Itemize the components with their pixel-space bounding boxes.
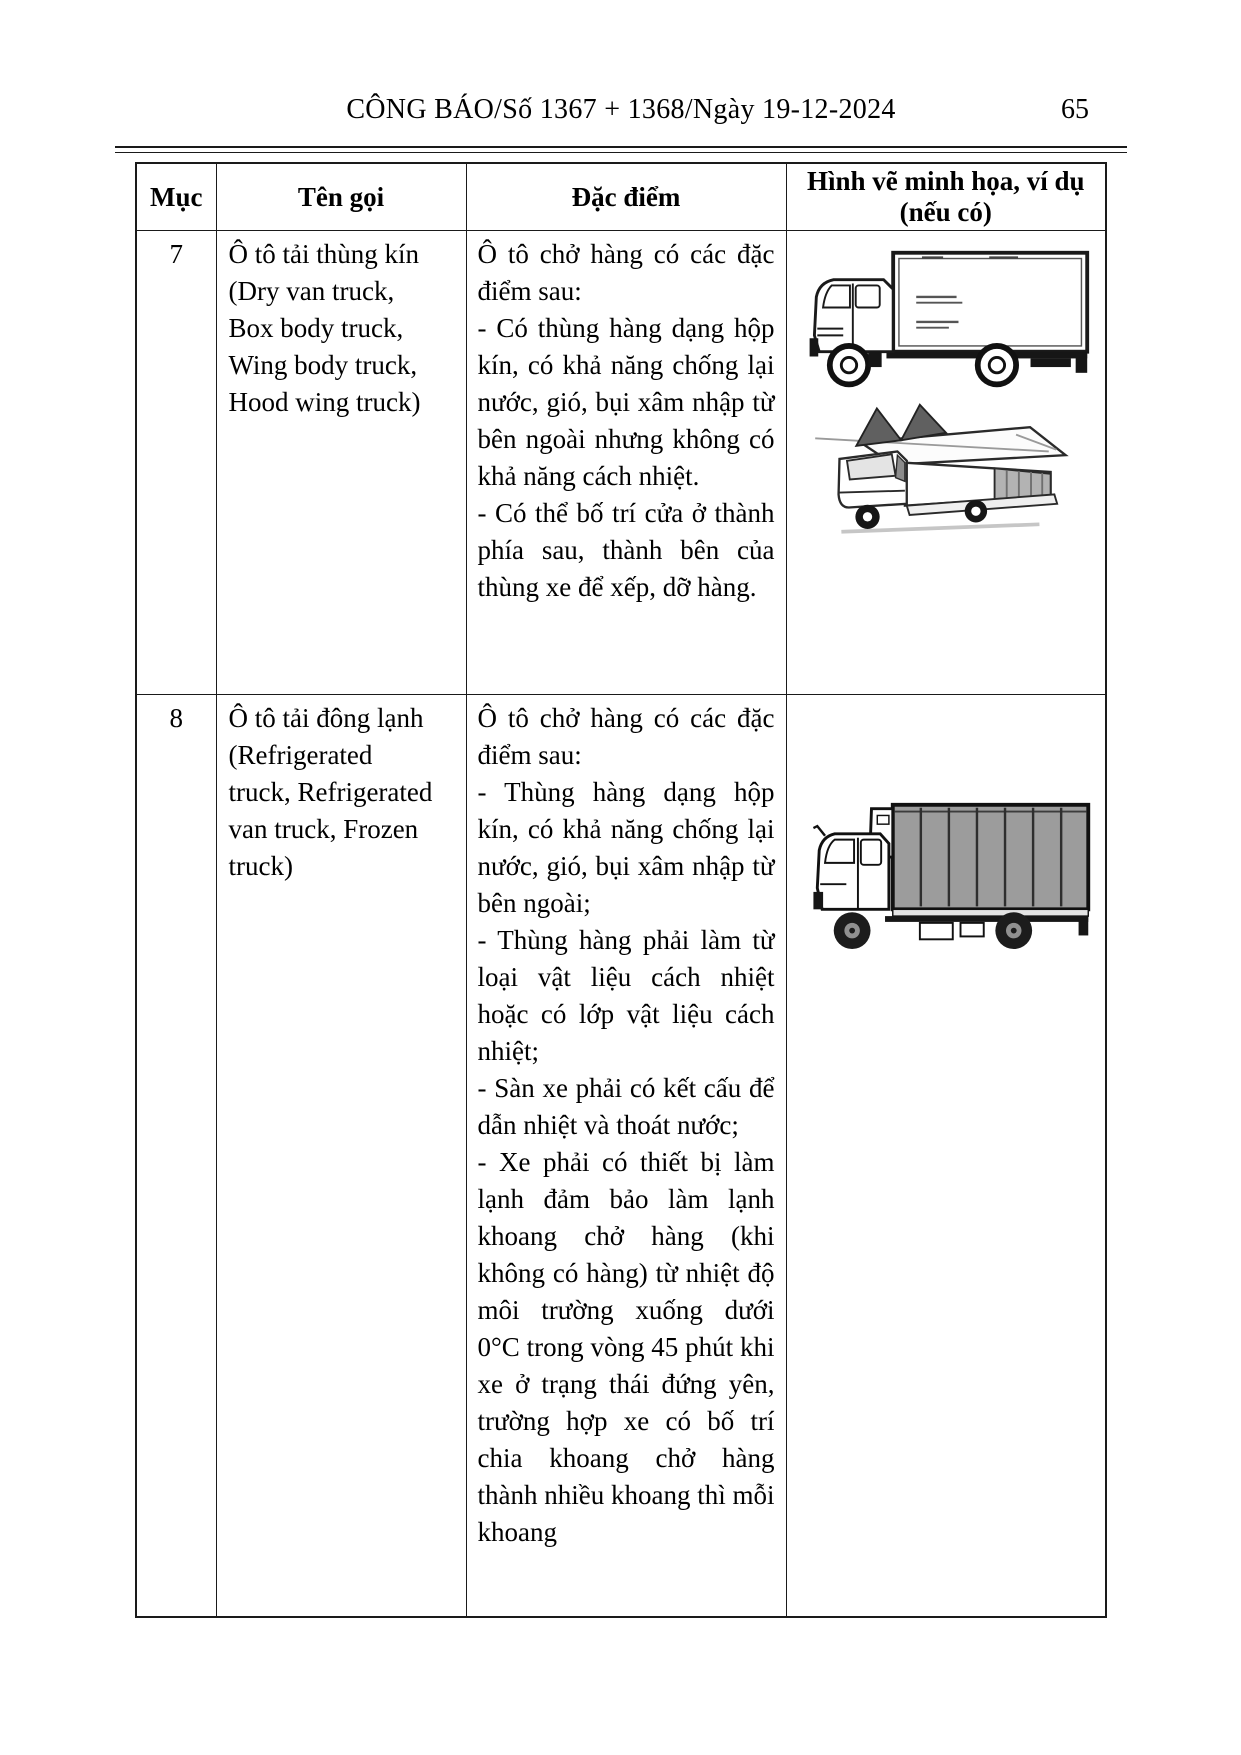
vehicle-features bbox=[466, 695, 786, 1618]
wing-body-truck-illustration bbox=[815, 401, 1077, 543]
feature-paragraph: Ô tô chở hàng có các đặc điểm sau: bbox=[477, 703, 775, 771]
feature-paragraph: Ô tô chở hàng có các đặc điểm sau: bbox=[477, 239, 775, 307]
refrigerated-truck-illustration bbox=[796, 795, 1096, 953]
header-divider-rule bbox=[115, 146, 1127, 153]
illustration-cell bbox=[786, 695, 1106, 1618]
item-number: 8 bbox=[136, 695, 216, 1618]
item-number: 7 bbox=[136, 231, 216, 695]
box-truck-illustration bbox=[797, 247, 1095, 393]
feature-paragraph: - Xe phải có thiết bị làm lạnh đảm bảo làm lạnh khoang chở hàng (khi không có hàng) từ nhiệt độ môi trường xuống dưới 0°C trong vòng 45 phút khi xe ở trạng thái đứng yên, trường hợp xe có bố trí chia khoang chở hàng thành nhiều khoang thì mỗi khoang bbox=[477, 1147, 775, 1548]
feature-paragraph: - Có thể bố trí cửa ở thành phía sau, thành bên của thùng xe để xếp, dỡ hàng. bbox=[477, 498, 775, 603]
feature-paragraph: - Thùng hàng dạng hộp kín, có khả năng chống lại nước, gió, bụi xâm nhập từ bên ngoài; bbox=[477, 777, 775, 919]
vehicle-features bbox=[466, 231, 786, 695]
illustration-cell bbox=[786, 231, 1106, 695]
column-header-ten-goi: Tên gọi bbox=[216, 163, 466, 231]
table-row-7 bbox=[136, 231, 1106, 695]
vehicle-types-table bbox=[135, 162, 1107, 1618]
feature-paragraph: - Có thùng hàng dạng hộp kín, có khả năng chống lại nước, gió, bụi xâm nhập từ bên ngoài nhưng không có khả năng cách nhiệt. bbox=[477, 313, 775, 492]
table-header-row bbox=[136, 163, 1106, 231]
gazette-title: CÔNG BÁO/Số 1367 + 1368/Ngày 19-12-2024 bbox=[346, 94, 896, 125]
vehicle-name: Ô tô tải đông lạnh (Refrigerated truck, Refrigerated van truck, Frozen truck) bbox=[216, 695, 466, 1618]
vehicle-name: Ô tô tải thùng kín (Dry van truck, Box body truck, Wing body truck, Hood wing truck) bbox=[216, 231, 466, 695]
page-number: 65 bbox=[1061, 94, 1089, 125]
table-row-8 bbox=[136, 695, 1106, 1618]
column-header-muc: Mục bbox=[136, 163, 216, 231]
column-header-hinh-ve: Hình vẽ minh họa, ví dụ (nếu có) bbox=[786, 163, 1106, 231]
column-header-dac-diem: Đặc điểm bbox=[466, 163, 786, 231]
page-header bbox=[115, 94, 1127, 130]
feature-paragraph: - Sàn xe phải có kết cấu để dẫn nhiệt và thoát nước; bbox=[477, 1073, 775, 1141]
feature-paragraph: - Thùng hàng phải làm từ loại vật liệu cách nhiệt hoặc có lớp vật liệu cách nhiệt; bbox=[477, 925, 775, 1067]
